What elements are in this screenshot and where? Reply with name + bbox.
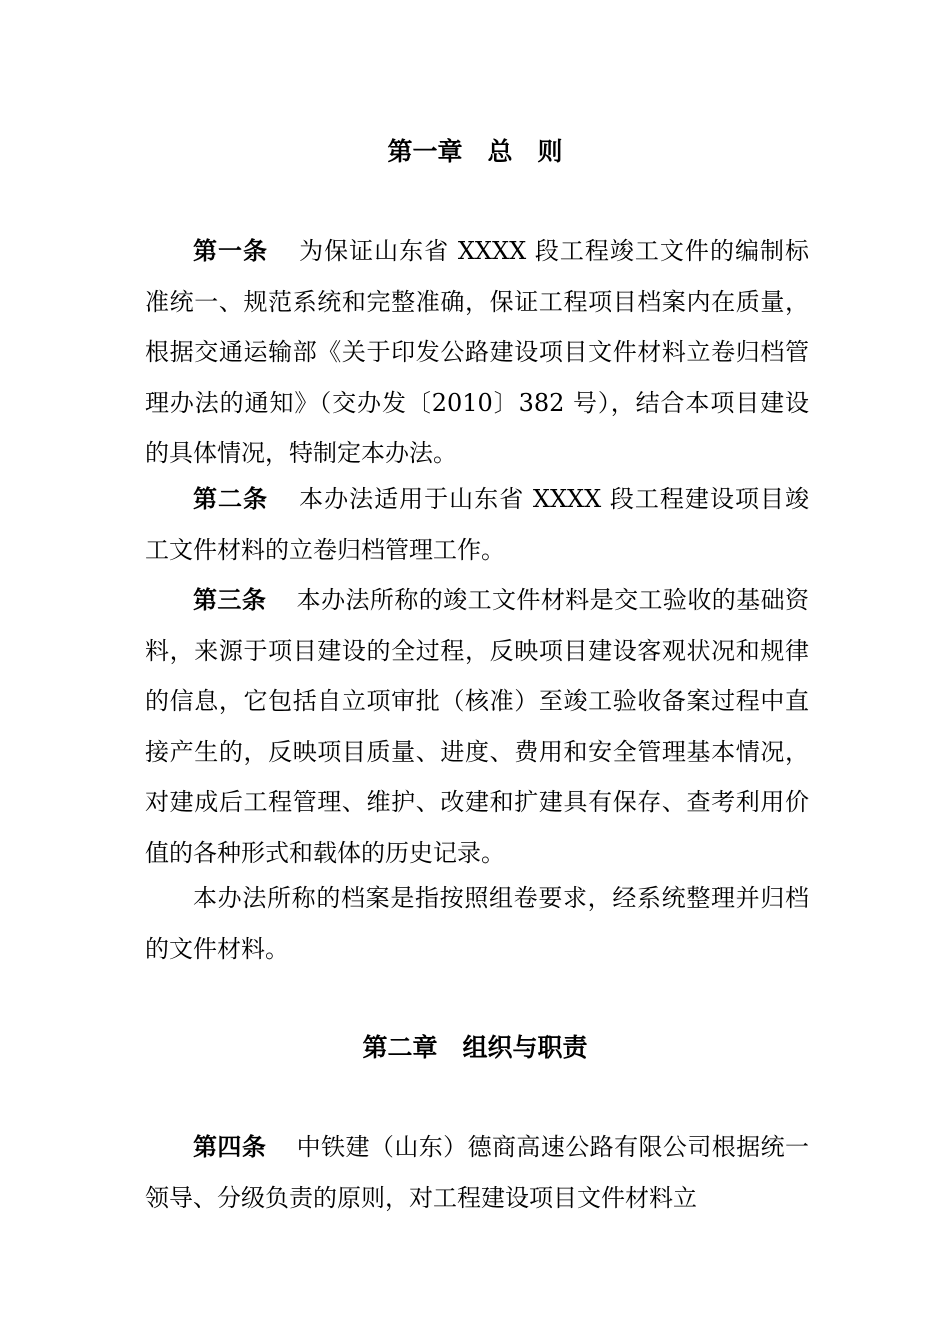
article-4-text: 中铁建（山东）德商高速公路有限公司根据统一领导、分级负责的原则，对工程建设项目文件材料立 [145,1133,809,1212]
article-1 [145,226,809,479]
article-4-number: 第四条 [193,1133,267,1161]
article-2-number: 第二条 [193,485,269,513]
article-2 [145,474,809,575]
article-2-text: 本办法适用于山东省 XXXX 段工程建设项目竣工文件材料的立卷归档管理工作。 [145,485,810,564]
article-3-continuation [145,873,809,974]
chapter-1-title: 第一章 总 则 [387,137,563,166]
article-3 [145,575,809,878]
article-4 [145,1122,809,1223]
article-3-number: 第三条 [193,586,267,614]
chapter-2-title: 第二章 组织与职责 [362,1033,588,1062]
article-3-continuation-text: 本办法所称的档案是指按照组卷要求，经系统整理并归档的文件材料。 [145,884,809,963]
article-3-text: 本办法所称的竣工文件材料是交工验收的基础资料，来源于项目建设的全过程，反映项目建设客观状况和规律的信息，它包括自立项审批（核准）至竣工验收备案过程中直接产生的，反映项目质量、进度、费用和安全管理基本情况，对建成后工程管理、维护、改建和扩建具有保存、查考利用价值的各种形式和载体的历史记录。 [145,586,809,867]
article-1-text: 为保证山东省 XXXX 段工程竣工文件的编制标准统一、规范系统和完整准确，保证工程项目档案内在质量，根据交通运输部《关于印发公路建设项目文件材料立卷归档管理办法的通知》（交办发〔2010〕382 号），结合本项目建设的具体情况，特制定本办法。 [145,237,810,467]
article-1-number: 第一条 [193,237,269,265]
